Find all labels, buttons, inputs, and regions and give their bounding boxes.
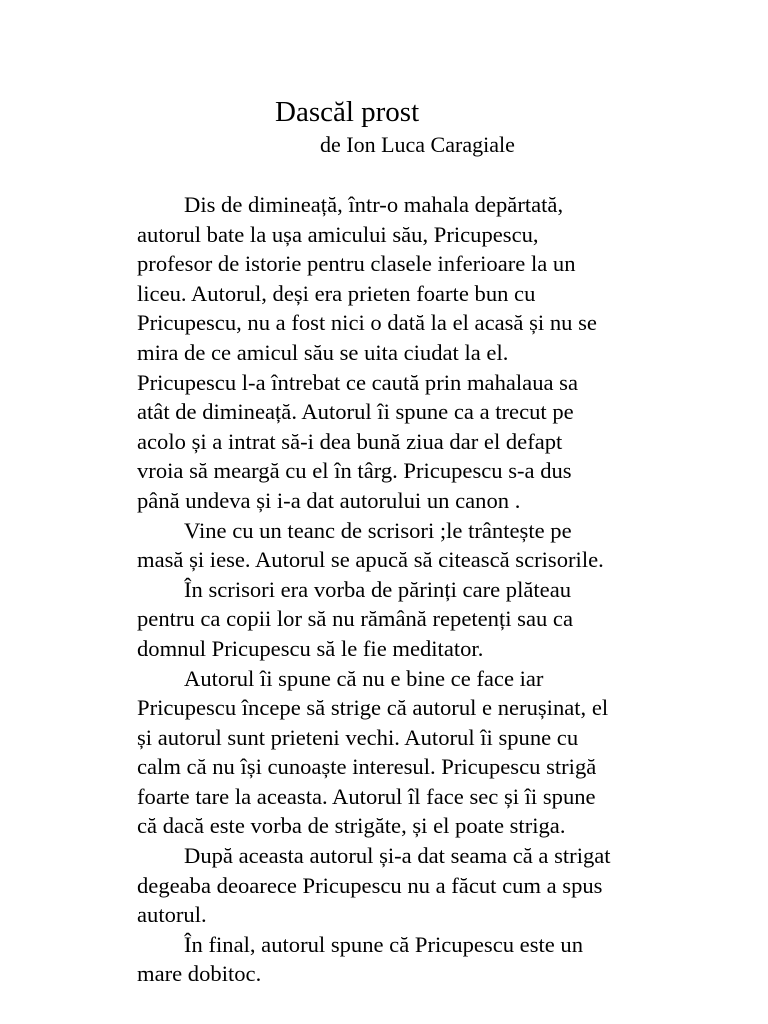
document-body <box>137 190 677 989</box>
paragraph-line: Dis de dimineață, într-o mahala depărtată, <box>184 192 564 217</box>
paragraph-line: foarte tare la aceasta. Autorul îl face sec și îi spune <box>137 783 596 809</box>
paragraph-line: Vine cu un teanc de scrisori ;le trântește pe <box>184 517 572 543</box>
paragraph-line: autorul bate la ușa amicului său, Pricupescu, <box>137 221 539 247</box>
paragraph-line: și autorul sunt prieteni vechi. Autorul îi spune cu <box>137 724 579 750</box>
paragraph-line: degeaba deoarece Pricupescu nu a făcut cum a spus <box>137 872 603 898</box>
paragraph-line: Pricupescu l-a întrebat ce caută prin mahalaua sa <box>137 369 578 395</box>
paragraph <box>137 575 677 664</box>
document-author: de Ion Luca Caragiale <box>320 132 515 157</box>
paragraph-line: masă și iese. Autorul se apucă să citească scrisorile. <box>137 547 604 573</box>
document-title: Dascăl prost <box>275 96 420 128</box>
paragraph-line: liceu. Autorul, deși era prieten foarte bun cu <box>137 280 536 306</box>
paragraph-line: După aceasta autorul și-a dat seama că a strigat <box>184 843 611 869</box>
paragraph-line: că dacă este vorba de strigăte, și el poate striga. <box>137 813 566 839</box>
paragraph-line: Pricupescu începe să strige că autorul e nerușinat, el <box>137 695 609 721</box>
paragraph-line: atât de dimineață. Autorul îi spune ca a trecut pe <box>137 399 574 425</box>
paragraph <box>137 664 677 842</box>
paragraph-line: Autorul îi spune că nu e bine ce face iar <box>184 665 544 691</box>
paragraph-line: până undeva și i-a dat autorului un canon . <box>137 487 521 513</box>
paragraph-line: calm că nu își cunoaște interesul. Pricupescu strigă <box>137 754 597 780</box>
paragraph-line: pentru ca copii lor să nu rămână repetenți sau ca <box>137 606 573 632</box>
paragraph-line: autorul. <box>137 902 207 928</box>
paragraph-line: În scrisori era vorba de părinți care plăteau <box>184 576 572 602</box>
paragraph-line: domnul Pricupescu să le fie meditator. <box>137 635 484 661</box>
paragraph-line: profesor de istorie pentru clasele inferioare la un <box>137 251 576 277</box>
paragraph <box>137 516 677 575</box>
paragraph <box>137 930 677 989</box>
paragraph <box>137 841 677 930</box>
paragraph-line: mare dobitoc. <box>137 961 262 987</box>
paragraph <box>137 190 677 516</box>
paragraph-line: mira de ce amicul său se uita ciudat la el. <box>137 339 509 365</box>
paragraph-line: Pricupescu, nu a fost nici o dată la el acasă și nu se <box>137 310 597 336</box>
paragraph-line: acolo și a intrat să-i dea bună ziua dar el defapt <box>137 428 563 454</box>
paragraph-line: În final, autorul spune că Pricupescu este un <box>184 931 584 957</box>
paragraph-line: vroia să meargă cu el în târg. Pricupescu s-a dus <box>137 458 572 484</box>
